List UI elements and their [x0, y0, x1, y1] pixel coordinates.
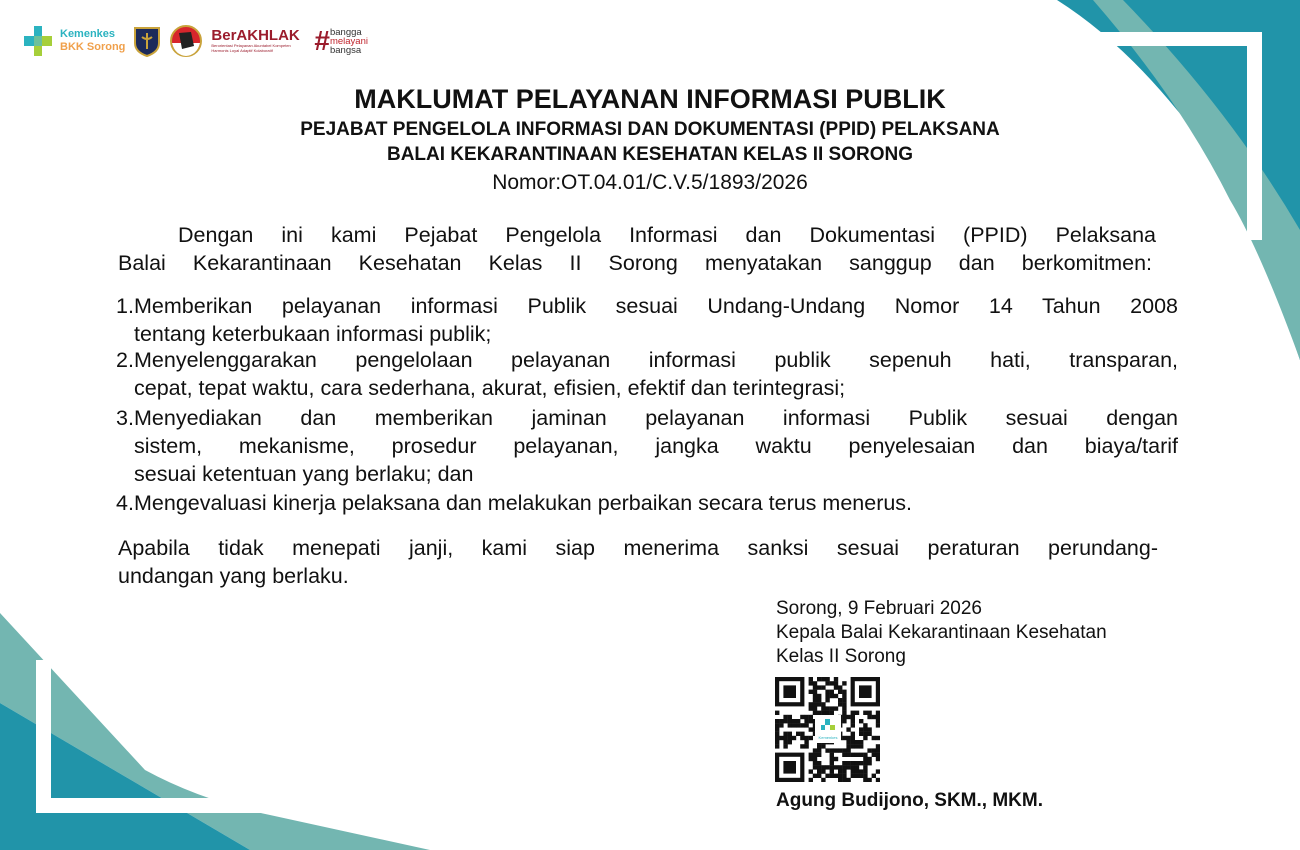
signature-position-2: Kelas II Sorong — [776, 646, 906, 667]
shield-emblem-icon — [133, 25, 161, 57]
berakhlak-title: BerAKHLAK — [211, 27, 300, 44]
item-text: Menyelenggarakan pengelolaan pelayanan informasi publik sepenuh hati, transparan, — [134, 348, 1178, 372]
item-text: Memberikan pelayanan informasi Publik sesuai Undang-Undang Nomor 14 Tahun 2008 — [134, 294, 1178, 318]
closing-line-2 — [118, 563, 1158, 589]
document-subtitle-ppid: PEJABAT PENGELOLA INFORMASI DAN DOKUMENTASI (PPID) PELAKSANA — [300, 119, 1000, 140]
kemenkes-unit: BKK Sorong — [60, 41, 126, 53]
hashtag-icon: # — [314, 25, 330, 56]
signatory-name: Agung Budijono, SKM., MKM. — [776, 790, 1044, 811]
item-text: sistem, mekanisme, prosedur pelayanan, jangka waktu penyelesaian dan biaya/tarif — [134, 434, 1178, 458]
closing-text: Apabila tidak menepati janji, kami siap menerima sanksi sesuai peraturan perundang- — [118, 536, 1158, 560]
closing-text: undangan yang berlaku. — [118, 564, 349, 588]
intro-text: Dengan ini kami Pejabat Pengelola Informasi dan Dokumentasi (PPID) Pelaksana — [178, 223, 1156, 247]
item-text: tentang keterbukaan informasi publik; — [134, 322, 492, 346]
kemenkes-logo — [22, 24, 125, 58]
intro-line-2 — [118, 250, 1152, 276]
item-3-line-2 — [134, 433, 1178, 459]
closing-line-1 — [118, 535, 1158, 561]
item-number: 4. — [116, 491, 134, 515]
berakhlak-tagline: Berorientasi Pelayanan Akuntabel Kompeten Harmonis Loyal Adaptif Kolaboratif — [211, 43, 291, 53]
item-1-line-2 — [134, 321, 1178, 347]
signature-place-date: Sorong, 9 Februari 2026 — [776, 598, 982, 619]
qr-logo-text: Kemenkes — [818, 735, 838, 740]
item-number: 1. — [116, 294, 134, 318]
melayani-text: melayani — [329, 35, 368, 47]
item-text: Menyediakan dan memberikan jaminan pelayanan informasi Publik sesuai dengan — [134, 406, 1178, 430]
item-3-line-3 — [134, 461, 1178, 487]
intro-line-1 — [178, 222, 1156, 248]
item-2-line-1 — [134, 347, 1178, 373]
kemenkes-name: Kemenkes — [60, 28, 116, 40]
kemenkes-cross-icon — [22, 24, 56, 58]
qr-code — [775, 677, 880, 782]
item-4-line-1 — [134, 490, 1178, 516]
logo-bar — [22, 22, 368, 60]
bangsa-text: bangsa — [329, 44, 362, 56]
signature-position-1: Kepala Balai Kekarantinaan Kesehatan — [776, 622, 1107, 643]
circle-emblem-icon — [169, 24, 203, 58]
bangga-text: bangga — [329, 26, 362, 38]
document-number: Nomor:OT.04.01/C.V.5/1893/2026 — [492, 171, 808, 194]
item-2-line-2 — [134, 375, 1178, 401]
item-text: cepat, tepat waktu, cara sederhana, akurat, efisien, efektif dan terintegrasi; — [134, 376, 846, 400]
intro-text: Balai Kekarantinaan Kesehatan Kelas II Sorong menyatakan sanggup dan berkomitmen: — [118, 251, 1152, 275]
item-1-line-1 — [134, 293, 1178, 319]
document-subtitle-institution: BALAI KEKARANTINAAN KESEHATAN KELAS II SORONG — [386, 144, 914, 165]
bangga-melayani-bangsa-logo — [314, 27, 368, 55]
document-title: MAKLUMAT PELAYANAN INFORMASI PUBLIK — [354, 84, 946, 114]
item-number: 2. — [116, 348, 134, 372]
berakhlak-logo — [211, 29, 306, 53]
item-text: sesuai ketentuan yang berlaku; dan — [134, 462, 474, 486]
item-number: 3. — [116, 406, 134, 430]
item-text: Mengevaluasi kinerja pelaksana dan melakukan perbaikan secara terus menerus. — [134, 491, 913, 515]
item-3-line-1 — [134, 405, 1178, 431]
